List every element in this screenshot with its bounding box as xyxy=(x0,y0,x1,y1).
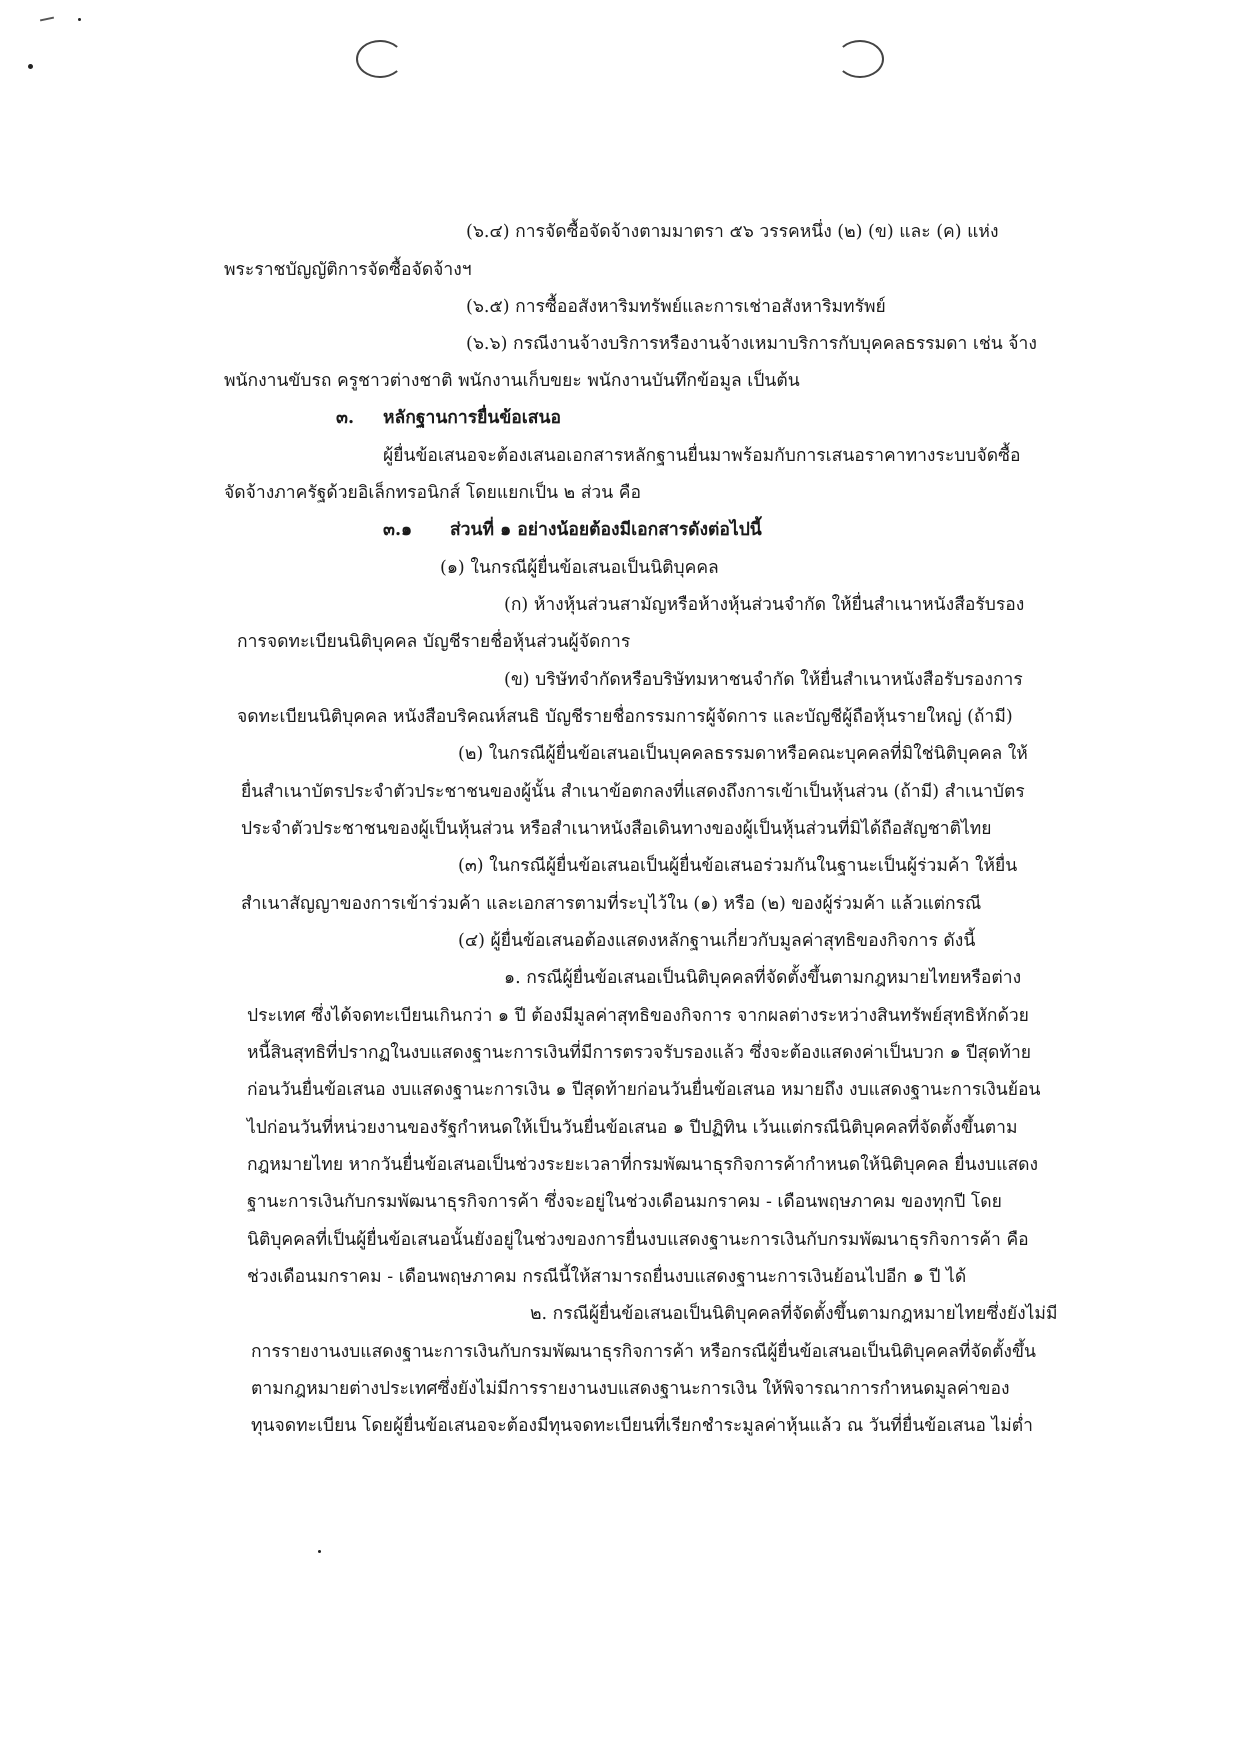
section-heading: หลักฐานการยื่นข้อเสนอ xyxy=(383,408,561,428)
text-line: นิติบุคคลที่เป็นผู้ยื่นข้อเสนอนั้นยังอยู่ในช่วงของการยื่นงบแสดงฐานะการเงินกับกรมพัฒนาธุรกิจการค้า คือ xyxy=(247,1230,1029,1250)
text-line: การรายงานงบแสดงฐานะการเงินกับกรมพัฒนาธุรกิจการค้า หรือกรณีผู้ยื่นข้อเสนอเป็นนิติบุคคลที่จัดตั้งขึ้น xyxy=(251,1342,1036,1362)
text-line: (๖.๖) กรณีงานจ้างบริการหรืองานจ้างเหมาบริการกับบุคคลธรรมดา เช่น จ้าง xyxy=(466,334,1037,354)
text-line: ไปก่อนวันที่หน่วยงานของรัฐกำหนดให้เป็นวันยื่นข้อเสนอ ๑ ปีปฏิทิน เว้นแต่กรณีนิติบุคคลที่จัดตั้งขึ้นตาม xyxy=(247,1118,1018,1138)
text-line: (ข) บริษัทจำกัดหรือบริษัทมหาชนจำกัด ให้ยื่นสำเนาหนังสือรับรองการ xyxy=(504,670,1023,690)
text-line: ฐานะการเงินกับกรมพัฒนาธุรกิจการค้า ซึ่งจะอยู่ในช่วงเดือนมกราคม - เดือนพฤษภาคม ของทุกปี โดย xyxy=(247,1192,1002,1212)
scan-mark xyxy=(40,17,54,22)
text-line: ผู้ยื่นข้อเสนอจะต้องเสนอเอกสารหลักฐานยื่นมาพร้อมกับการเสนอราคาทางระบบจัดซื้อ xyxy=(383,446,1021,466)
subsection-number: ๓.๑ xyxy=(383,520,413,540)
text-line: จดทะเบียนนิติบุคคล หนังสือบริคณห์สนธิ บัญชีรายชื่อกรรมการผู้จัดการ และบัญชีผู้ถือหุ้นรายใหญ่ (ถ้ามี) xyxy=(237,707,1013,727)
text-line: (๔) ผู้ยื่นข้อเสนอต้องแสดงหลักฐานเกี่ยวกับมูลค่าสุทธิของกิจการ ดังนี้ xyxy=(458,931,976,951)
text-line: (๖.๕) การซื้ออสังหาริมทรัพย์และการเช่าอสังหาริมทรัพย์ xyxy=(466,297,886,317)
text-line: ๒. กรณีผู้ยื่นข้อเสนอเป็นนิติบุคคลที่จัดตั้งขึ้นตามกฎหมายไทยซึ่งยังไม่มี xyxy=(530,1304,1058,1324)
text-line: (๖.๔) การจัดซื้อจัดจ้างตามมาตรา ๕๖ วรรคหนึ่ง (๒) (ข) และ (ค) แห่ง xyxy=(466,222,999,242)
text-line: ตามกฎหมายต่างประเทศซึ่งยังไม่มีการรายงานงบแสดงฐานะการเงิน ให้พิจารณาการกำหนดมูลค่าของ xyxy=(251,1379,1010,1399)
text-line: หนี้สินสุทธิที่ปรากฏในงบแสดงฐานะการเงินที่มีการตรวจรับรองแล้ว ซึ่งจะต้องแสดงค่าเป็นบวก ๑ ปีสุดท้าย xyxy=(247,1043,1032,1063)
text-line: ประเทศ ซึ่งได้จดทะเบียนเกินกว่า ๑ ปี ต้องมีมูลค่าสุทธิของกิจการ จากผลต่างระหว่างสินทรัพย์สุทธิหักด้วย xyxy=(247,1006,1029,1026)
text-line: ประจำตัวประชาชนของผู้เป็นหุ้นส่วน หรือสำเนาหนังสือเดินทางของผู้เป็นหุ้นส่วนที่มิได้ถือสัญชาติไทย xyxy=(241,819,992,839)
punch-hole-right xyxy=(836,40,884,78)
punch-hole-left xyxy=(356,40,404,78)
subsection-heading: ส่วนที่ ๑ อย่างน้อยต้องมีเอกสารดังต่อไปนี้ xyxy=(450,520,762,540)
text-line: (๒) ในกรณีผู้ยื่นข้อเสนอเป็นบุคคลธรรมดาหรือคณะบุคคลที่มิใช่นิติบุคคล ให้ xyxy=(458,744,1028,764)
scan-dot xyxy=(28,64,33,69)
text-line: สำเนาสัญญาของการเข้าร่วมค้า และเอกสารตามที่ระบุไว้ใน (๑) หรือ (๒) ของผู้ร่วมค้า แล้วแต่กรณี xyxy=(241,894,982,914)
text-line: จัดจ้างภาครัฐด้วยอิเล็กทรอนิกส์ โดยแยกเป็น ๒ ส่วน คือ xyxy=(224,483,641,503)
text-line: กฎหมายไทย หากวันยื่นข้อเสนอเป็นช่วงระยะเวลาที่กรมพัฒนาธุรกิจการค้ากำหนดให้นิติบุคคล ยื่นงบแสดง xyxy=(247,1155,1039,1175)
text-line: พนักงานขับรถ ครูชาวต่างชาติ พนักงานเก็บขยะ พนักงานบันทึกข้อมูล เป็นต้น xyxy=(224,371,800,391)
text-line: พระราชบัญญัติการจัดซื้อจัดจ้างฯ xyxy=(224,260,472,280)
text-line: ทุนจดทะเบียน โดยผู้ยื่นข้อเสนอจะต้องมีทุนจดทะเบียนที่เรียกชำระมูลค่าหุ้นแล้ว ณ วันที่ยื่นข้อเสนอ ไม่ต่ำ xyxy=(251,1416,1033,1436)
text-line: ช่วงเดือนมกราคม - เดือนพฤษภาคม กรณีนี้ให้สามารถยื่นงบแสดงฐานะการเงินย้อนไปอีก ๑ ปี ได้ xyxy=(247,1267,967,1287)
text-line: (ก) ห้างหุ้นส่วนสามัญหรือห้างหุ้นส่วนจำกัด ให้ยื่นสำเนาหนังสือรับรอง xyxy=(504,595,1025,615)
text-line: (๑) ในกรณีผู้ยื่นข้อเสนอเป็นนิติบุคคล xyxy=(440,558,719,578)
scan-dot xyxy=(318,1550,321,1553)
text-line: ก่อนวันยื่นข้อเสนอ งบแสดงฐานะการเงิน ๑ ปีสุดท้ายก่อนวันยื่นข้อเสนอ หมายถึง งบแสดงฐานะการเงินย้อน xyxy=(247,1080,1041,1100)
text-line: การจดทะเบียนนิติบุคคล บัญชีรายชื่อหุ้นส่วนผู้จัดการ xyxy=(237,632,631,652)
text-line: ๑. กรณีผู้ยื่นข้อเสนอเป็นนิติบุคคลที่จัดตั้งขึ้นตามกฎหมายไทยหรือต่าง xyxy=(504,968,1022,988)
text-line: (๓) ในกรณีผู้ยื่นข้อเสนอเป็นผู้ยื่นข้อเสนอร่วมกันในฐานะเป็นผู้ร่วมค้า ให้ยื่น xyxy=(458,856,1018,876)
text-line: ยื่นสำเนาบัตรประจำตัวประชาชนของผู้นั้น สำเนาข้อตกลงที่แสดงถึงการเข้าเป็นหุ้นส่วน (ถ้ามี) สำเนาบัตร xyxy=(241,782,1025,802)
scan-dot xyxy=(78,18,81,21)
section-number: ๓. xyxy=(336,408,355,428)
